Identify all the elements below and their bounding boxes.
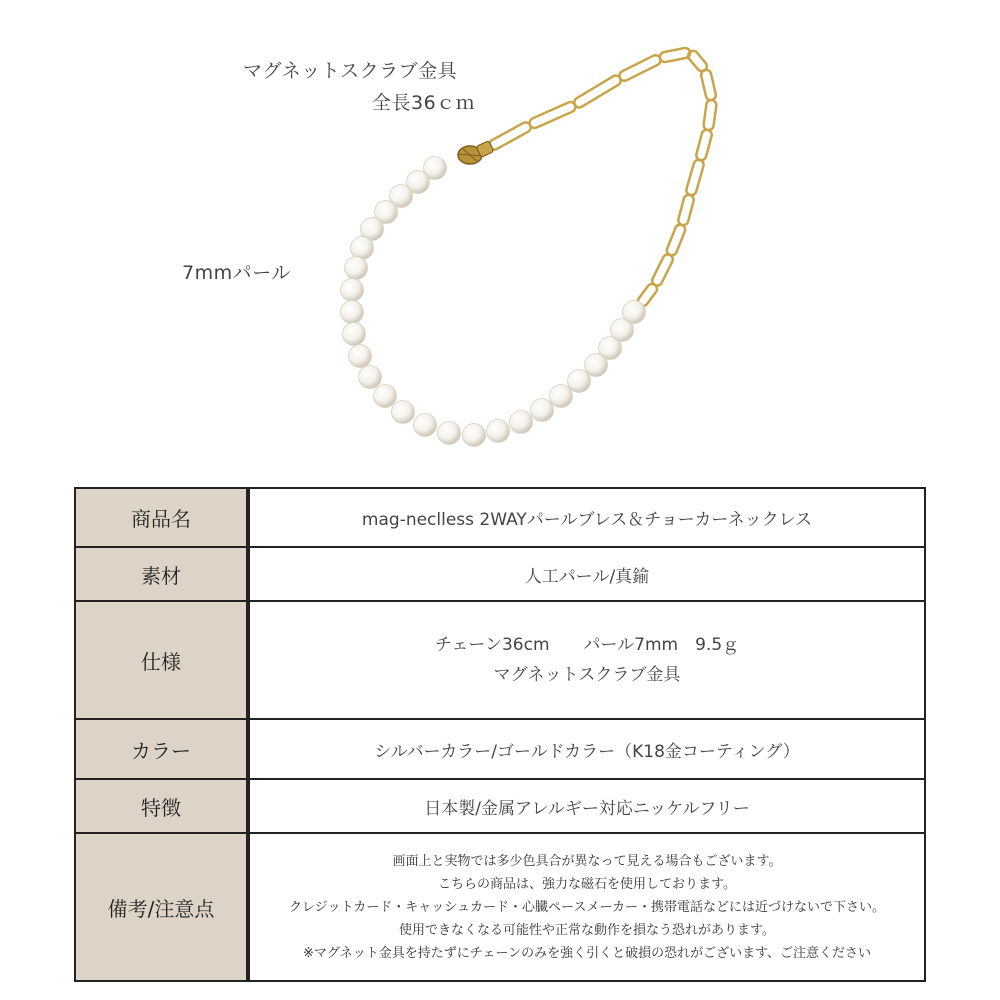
pearl-bead (359, 366, 382, 389)
spec-table (74, 487, 926, 982)
chain-link (685, 159, 705, 197)
pearl-bead (510, 411, 533, 434)
chain-link (665, 223, 686, 257)
product-photo (0, 0, 1000, 480)
chain-link (703, 99, 717, 130)
pearl-size-label: 7mmパール (182, 262, 291, 284)
chain-link (528, 100, 577, 129)
spec-value: 日本製/金属アレルギー対応ニッケルフリー (248, 779, 925, 833)
pearl-bead (550, 385, 573, 408)
spec-value: 人工パール/真鍮 (248, 547, 925, 601)
chain-link (700, 69, 717, 101)
spec-value: シルバーカラー/ゴールドカラー（K18金コーティング） (248, 719, 925, 779)
pearl-strand (341, 157, 646, 447)
spec-key: 特徴 (75, 779, 248, 833)
pearl-bead (349, 345, 372, 368)
spec-row-color (75, 719, 925, 779)
pearl-bead (531, 399, 554, 422)
pearl-bead (414, 414, 437, 437)
chain-link (651, 253, 675, 287)
chain-link (659, 47, 691, 63)
gold-chain (488, 47, 717, 308)
spec-value: チェーン36cm パール7mm 9.5ｇ マグネットスクラブ金具 (248, 601, 925, 719)
pearl-bead (568, 370, 591, 393)
spec-value: mag-neclless 2WAYパールブレス＆チョーカーネックレス (248, 488, 925, 547)
spec-row-notes (75, 833, 925, 981)
length-label: 全長36ｃｍ (372, 92, 476, 114)
magnet-clasp (458, 141, 494, 164)
pearl-bead (341, 279, 364, 302)
pearl-bead (463, 424, 486, 447)
pearl-bead (374, 385, 397, 408)
chain-link (488, 121, 533, 152)
pearl-bead (623, 301, 646, 324)
spec-key: カラー (75, 719, 248, 779)
pearl-bead (343, 323, 366, 346)
chain-link (695, 129, 713, 162)
pearl-bead (351, 237, 374, 260)
pearl-bead (438, 422, 461, 445)
spec-row-product-name (75, 488, 925, 547)
chain-link (618, 54, 662, 83)
spec-key: 素材 (75, 547, 248, 601)
spec-value: 画面上と実物では多少色具合が異なって見える場合もございます。 こちらの商品は、強力な磁石を使用しております。 クレジットカード・キャッシュカード・心臓ペースメーカー・携帯電話などには近づけないで下さい。 使用できなくなる可能性や正常な動作を損なう恐れがあります。 ※マグネット金具を持たずにチェーンのみを強く引くと破損の恐れがございます、ご注意ください (248, 833, 925, 981)
clasp-label: マグネットスクラブ金具 (243, 60, 458, 82)
spec-key: 備考/注意点 (75, 833, 248, 981)
spec-key: 仕様 (75, 601, 248, 719)
spec-row-features (75, 779, 925, 833)
pearl-bead (487, 420, 510, 443)
pearl-bead (341, 301, 364, 324)
pearl-bead (345, 257, 368, 280)
spec-row-specification (75, 601, 925, 719)
spec-key: 商品名 (75, 488, 248, 547)
chain-link (572, 74, 622, 110)
pearl-bead (392, 401, 415, 424)
spec-row-material (75, 547, 925, 601)
chain-link (677, 194, 695, 227)
